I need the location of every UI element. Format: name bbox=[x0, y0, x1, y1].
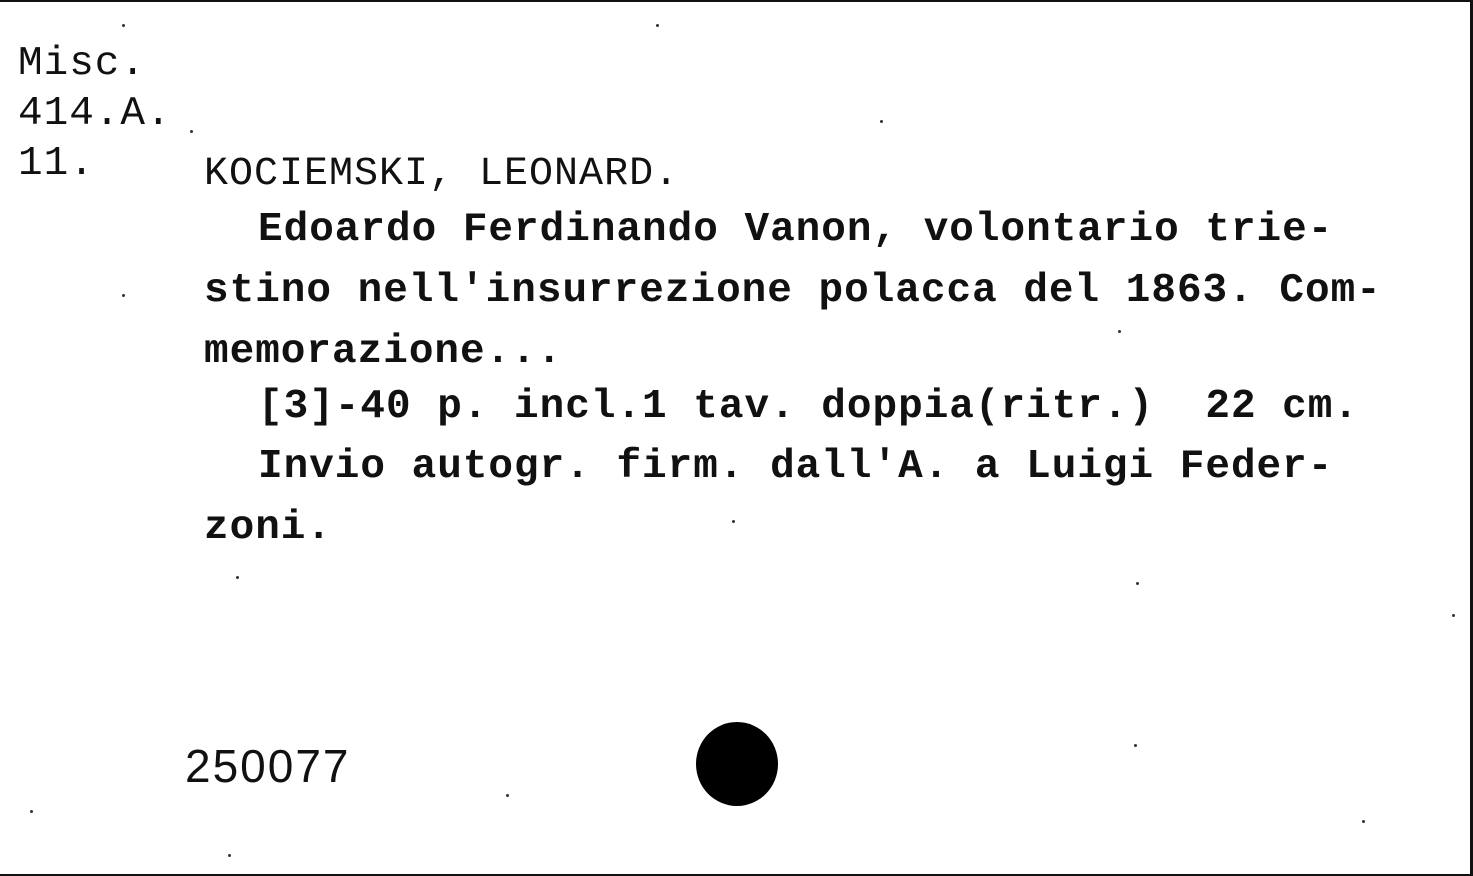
punch-hole bbox=[696, 722, 778, 806]
scan-speck bbox=[880, 120, 883, 123]
note-line-2: zoni. bbox=[204, 505, 333, 551]
note-line-1: Invio autogr. firm. dall'A. a Luigi Feder- bbox=[258, 444, 1334, 490]
title-line-3: memorazione... bbox=[204, 329, 563, 375]
scan-speck bbox=[122, 294, 125, 297]
scan-speck bbox=[30, 810, 33, 813]
scan-speck bbox=[1136, 582, 1139, 585]
title-line-2: stino nell'insurrezione polacca del 1863. Com- bbox=[204, 268, 1382, 314]
accession-number: 250077 bbox=[185, 740, 351, 792]
scan-speck bbox=[1118, 330, 1121, 333]
scan-speck bbox=[1362, 820, 1365, 823]
call-number-line-3: 11. bbox=[18, 141, 95, 187]
scan-speck bbox=[732, 520, 735, 523]
title-line-1: Edoardo Ferdinando Vanon, volontario trie- bbox=[258, 207, 1334, 253]
scan-speck bbox=[1452, 614, 1455, 617]
call-number-line-2: 414.A. bbox=[18, 91, 172, 137]
scan-speck bbox=[656, 24, 659, 27]
scan-speck bbox=[1134, 744, 1137, 747]
scan-speck bbox=[190, 130, 193, 133]
scan-speck bbox=[228, 854, 231, 857]
collation-line: [3]-40 p. incl.1 tav. doppia(ritr.) 22 cm. bbox=[258, 384, 1359, 430]
scan-speck bbox=[122, 24, 125, 27]
scan-speck bbox=[236, 576, 239, 579]
scan-speck bbox=[506, 794, 509, 797]
author-heading: KOCIEMSKI, LEONARD. bbox=[204, 152, 680, 197]
call-number-line-1: Misc. bbox=[18, 41, 147, 87]
